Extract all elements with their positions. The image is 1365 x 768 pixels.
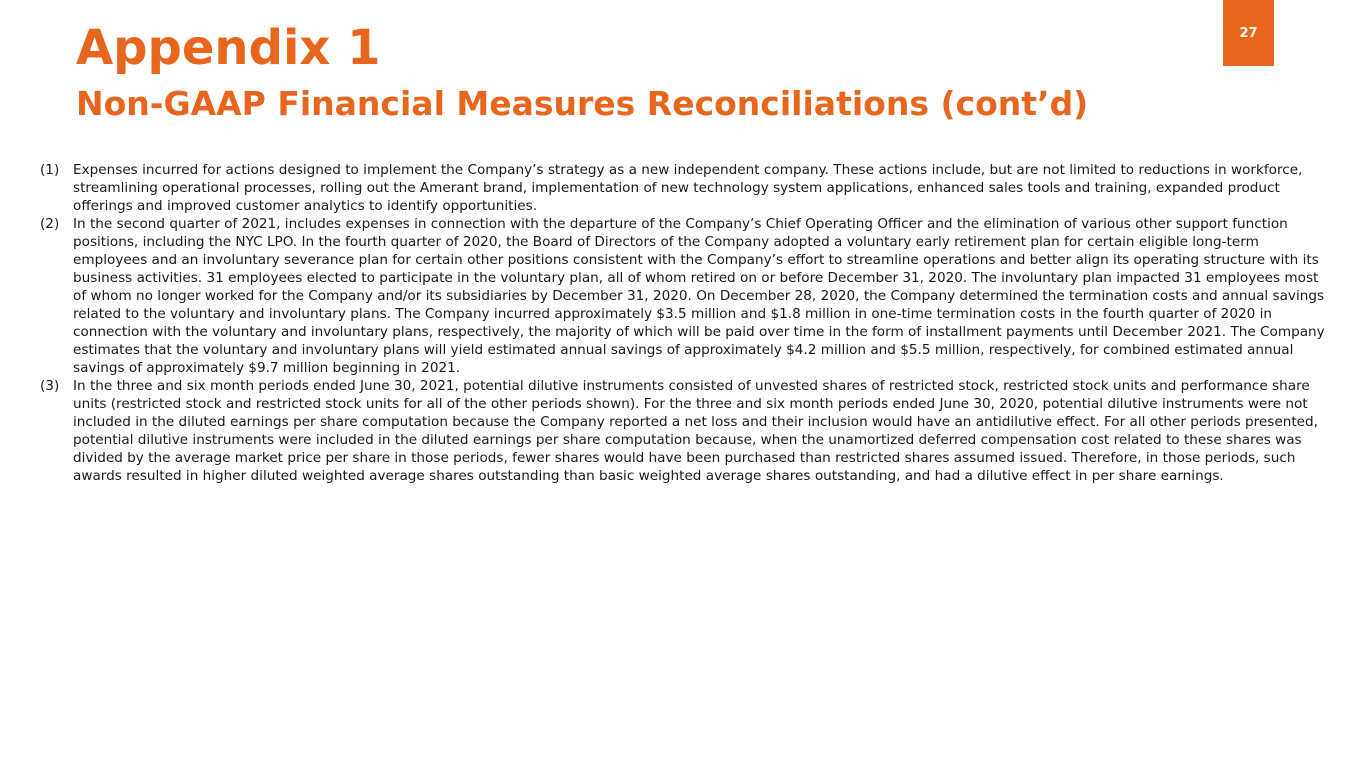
page-number-badge: [1223, 0, 1274, 66]
footnote-text: Expenses incurred for actions designed to implement the Company’s strategy as a new independent company. These actions include, but are not limited to reductions in workforce, streamlining operational processes, rolling out the Amerant brand, implementation of new technology system applications, enhanced sales tools and training, expanded product offerings and improved customer analytics to identify opportunities.: [73, 162, 1303, 214]
page-number: 27: [1239, 25, 1258, 41]
footnote-text: In the three and six month periods ended June 30, 2021, potential dilutive instruments consisted of unvested shares of restricted stock, restricted stock units and performance share units (restricted stock and restricted stock units for all of the other periods shown). For the three and six month periods ended June 30, 2020, potential dilutive instruments were not included in the diluted earnings per share computation because the Company reported a net loss and their inclusion would have an antidilutive effect. For all other periods presented, potential dilutive instruments were included in the diluted earnings per share computation because, when the unamortized deferred compensation cost related to these shares was divided by the average market price per share in those periods, fewer shares would have been purchased than restricted shares assumed issued. Therefore, in those periods, such awards resulted in higher diluted weighted average shares outstanding than basic weighted average shares outstanding, and had a dilutive effect in per share earnings.: [73, 378, 1318, 484]
footnote-1: [40, 161, 1330, 215]
footnote-text: In the second quarter of 2021, includes expenses in connection with the departure of the Company’s Chief Operating Officer and the elimination of various other support function positions, including the NYC LPO. In the fourth quarter of 2020, the Board of Directors of the Company adopted a voluntary early retirement plan for certain eligible long-term employees and an involuntary severance plan for certain other positions consistent with the Company’s effort to streamline operations and better align its operating structure with its business activities. 31 employees elected to participate in the voluntary plan, all of whom retired on or before December 31, 2020. The involuntary plan impacted 31 employees most of whom no longer worked for the Company and/or its subsidiaries by December 31, 2020. On December 28, 2020, the Company determined the termination costs and annual savings related to the voluntary and involuntary plans. The Company incurred approximately $3.5 million and $1.8 million in one-time termination costs in the fourth quarter of 2020 in connection with the voluntary and involuntary plans, respectively, the majority of which will be paid over time in the form of installment payments until December 2021. The Company estimates that the voluntary and involuntary plans will yield estimated annual savings of approximately $4.2 million and $5.5 million, respectively, for combined estimated annual savings of approximately $9.7 million beginning in 2021.: [73, 216, 1325, 376]
footnote-3: [40, 377, 1330, 485]
page-title: Appendix 1: [76, 20, 381, 76]
footnotes-list: [40, 161, 1330, 485]
footnote-marker: (3): [40, 378, 60, 394]
footnote-2: [40, 215, 1330, 377]
footnote-marker: (1): [40, 162, 60, 178]
footnote-marker: (2): [40, 216, 60, 232]
page-subtitle: Non-GAAP Financial Measures Reconciliations (cont’d): [76, 84, 1089, 123]
